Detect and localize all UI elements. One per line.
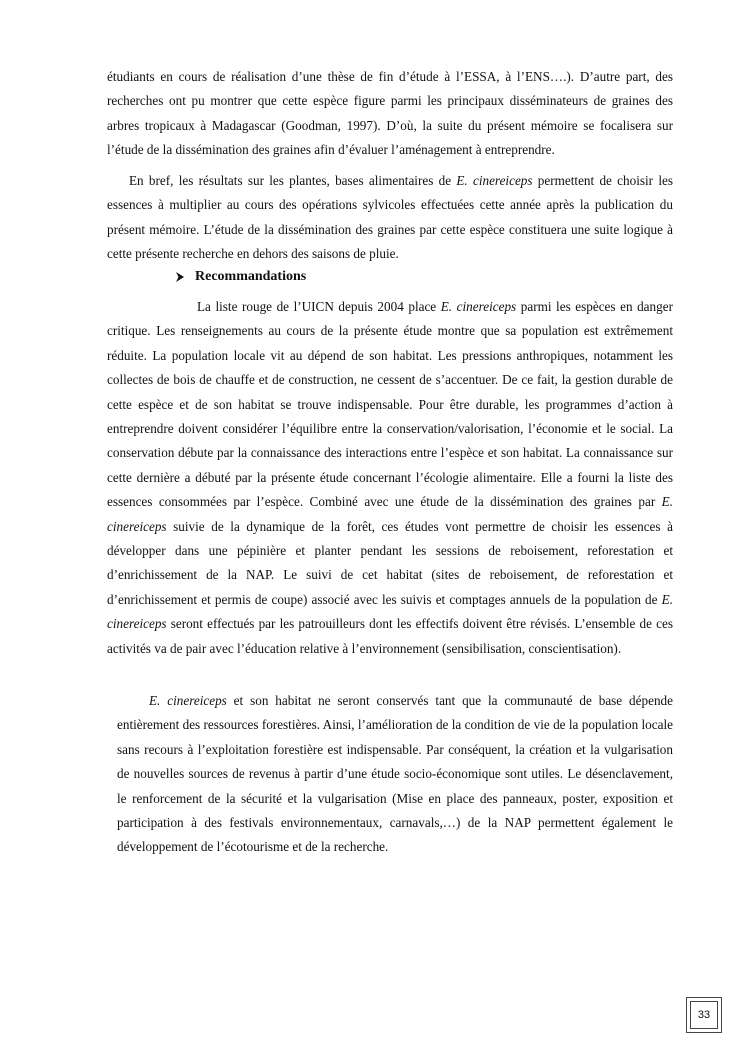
page-number: 33 <box>690 1001 718 1029</box>
paragraph-recommendations <box>107 295 673 661</box>
paragraph-recommendations-text-c: suivie de la dynamique de la forêt, ces études vont permettre de choisir les essences à développer dans une pépinière et planter pendant les sessions de reboisement, reforestation et d’enrichissement de la NAP. Le suivi de cet habitat (sites de reboisement, de reforestation et d’enrichissement et permis de coupe) associé avec les suivis et comptages annuels de la population de <box>107 518 673 607</box>
species-name: E. cinereiceps <box>149 693 227 708</box>
paragraph-intro-text: étudiants en cours de réalisation d’une thèse de fin d’étude à l’ESSA, à l’ENS….). D’autre part, des recherches ont pu montrer que cette espèce figure parmi les principaux disséminateurs de graines des arbres tropicaux à Madagascar (Goodman, 1997). D’où, la suite du présent mémoire se focalisera sur l’étude de la dissémination des graines afin d’évaluer l’aménagement à entreprendre. <box>107 69 673 158</box>
paragraph-recommendations-text-d: seront effectués par les patrouilleurs dont les effectifs doivent être révisés. L’ensemble de ces activités va de pair avec l’éducation relative à l’environnement (sensibilisation, conscientisation). <box>107 616 673 656</box>
species-name: E. cinereiceps <box>107 494 673 534</box>
species-name: E. cinereiceps <box>107 591 673 632</box>
paragraph-summary-text-before: En bref, les résultats sur les plantes, bases alimentaires de <box>129 173 457 188</box>
section-heading-title: Recommandations <box>195 269 307 284</box>
page-number-box <box>686 997 722 1033</box>
arrow-bullet-icon <box>175 272 185 282</box>
species-name: E. cinereiceps <box>456 173 533 188</box>
section-heading-recommandations <box>175 265 306 289</box>
species-name: E. cinereiceps <box>440 299 517 314</box>
paragraph-summary-text-after: permettent de choisir les essences à multiplier au cours des opérations sylvicoles effectuées cette année après la publication du présent mémoire. L’étude de la dissémination des graines par cette espèce constituera une suite logique à cette présente recherche en dehors des saisons de pluie. <box>107 173 673 262</box>
paragraph-summary <box>107 169 673 267</box>
paragraph-intro <box>107 65 673 163</box>
paragraph-recommendations-text-b: parmi les espèces en danger critique. Les renseignements au cours de la présente étude montre que sa population est extrêmement réduite. La population locale vit au dépend de son habitat. Les pressions anthropiques, notamment les collectes de bois de chauffe et de construction, ne cessent de s’accentuer. De ce fait, la gestion durable de cette espèce et de son habitat se trouve indispensable. Pour être durable, les programmes d’action à entreprendre doivent considérer l’équilibre entre la conservation/valorisation, l’économie et le social. La conservation débute par la connaissance des interactions entre l’espèce et son habitat. La connaissance sur cette dernière a débuté par la présente étude concernant l’écologie alimentaire. Elle a fourni la liste des essences consommées par l’espèce. Combiné avec une étude de la dissémination des graines par <box>107 299 673 510</box>
paragraph-community <box>117 689 673 860</box>
paragraph-recommendations-text-a: La liste rouge de l’UICN depuis 2004 place <box>197 299 441 314</box>
paragraph-community-text: et son habitat ne seront conservés tant que la communauté de base dépende entièrement des ressources forestières. Ainsi, l’amélioration de la condition de vie de la population locale sans recours à l’exploitation forestière est indispensable. Par conséquent, la création et la vulgarisation de nouvelles sources de revenus à partir d’une étude socio-économique sont utiles. Le désenclavement, le renforcement de la sécurité et la vulgarisation (Mise en place des panneaux, poster, exposition et participation à des festivals environnementaux, carnavals,…) de la NAP permettent également le développement de l’écotourisme et de la recherche. <box>117 693 673 855</box>
